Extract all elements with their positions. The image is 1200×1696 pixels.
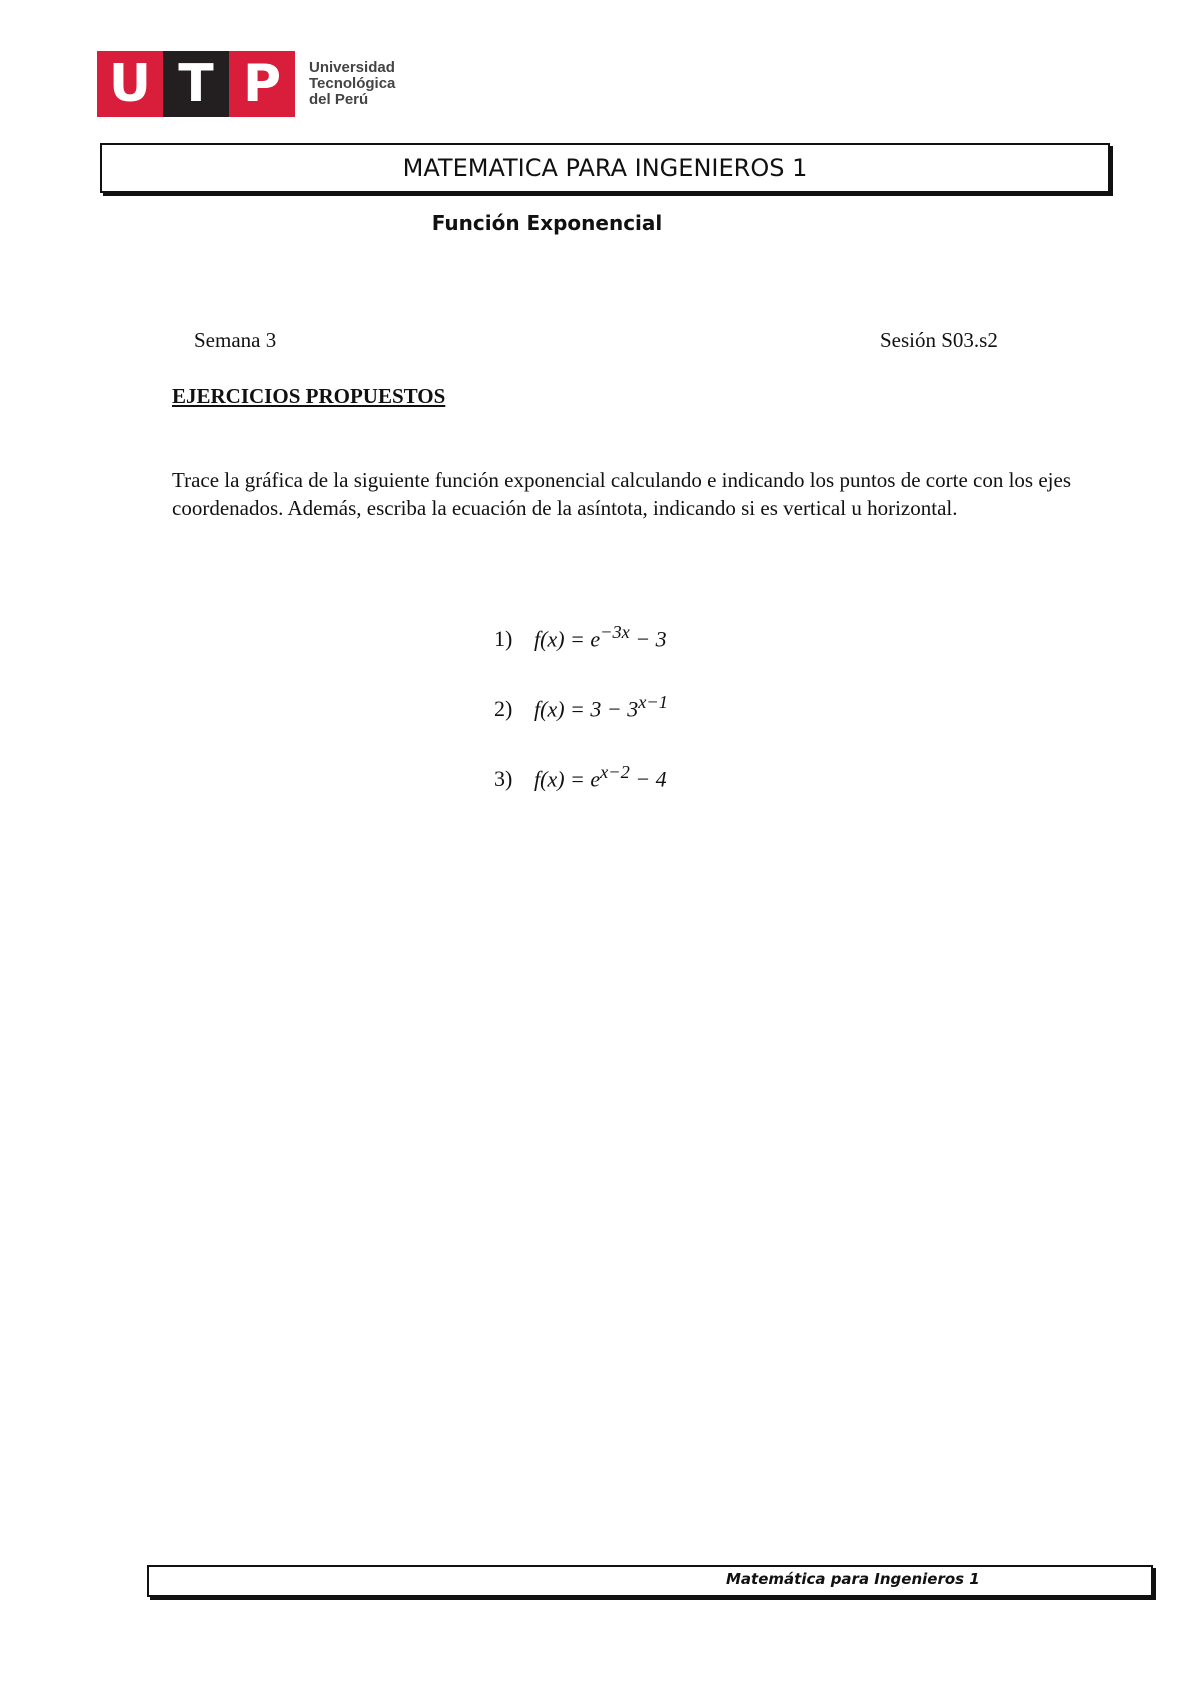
logo-block-u: U: [97, 51, 163, 117]
footer-text: Matemática para Ingenieros 1: [726, 1570, 980, 1588]
week-label: Semana 3: [194, 328, 277, 352]
exercise-number: 3): [494, 766, 513, 792]
formula-base: e: [590, 766, 601, 792]
logo-line-1: Universidad: [309, 59, 395, 76]
utp-logo: [97, 51, 395, 117]
session-label: Sesión S03.s2: [880, 328, 998, 352]
logo-line-3: del Perú: [309, 91, 369, 108]
section-title: EJERCICIOS PROPUESTOS: [172, 384, 446, 408]
formula-base: e: [590, 626, 601, 652]
exercise-item: [494, 622, 668, 692]
formula-lhs: f(x) =: [534, 766, 591, 792]
formula-tail: − 4: [629, 766, 667, 792]
instructions-text: Trace la gráfica de la siguiente función exponencial calculando e indicando los puntos de corte con los ejes coordenados. Además, escriba la ecuación de la asíntota, indicando si es vertical u horizontal.: [172, 468, 1071, 520]
formula-base: 3 − 3: [590, 696, 639, 722]
exercise-list: [494, 622, 668, 832]
formula-exponent: x−1: [638, 692, 668, 712]
logo-letter-blocks: [97, 51, 295, 117]
exercise-formula: [534, 622, 667, 652]
logo-wordmark: [309, 60, 395, 108]
logo-line-2: Tecnológica: [309, 75, 396, 92]
exercise-number: 1): [494, 626, 513, 652]
page-subtitle: Función Exponencial: [431, 211, 663, 235]
formula-tail: − 3: [629, 626, 667, 652]
page-title: MATEMATICA PARA INGENIEROS 1: [402, 154, 808, 182]
formula-lhs: f(x) =: [534, 626, 591, 652]
logo-block-p: P: [229, 51, 295, 117]
exercise-formula: [534, 762, 667, 792]
formula-exponent: x−2: [600, 762, 630, 782]
formula-lhs: f(x) =: [534, 696, 591, 722]
logo-block-t: T: [163, 51, 229, 117]
title-box: [100, 143, 1110, 193]
exercise-formula: [534, 692, 668, 722]
exercise-item: [494, 692, 668, 762]
formula-exponent: −3x: [600, 622, 630, 642]
footer-box: [147, 1565, 1153, 1597]
exercise-item: [494, 762, 668, 832]
exercise-number: 2): [494, 696, 513, 722]
